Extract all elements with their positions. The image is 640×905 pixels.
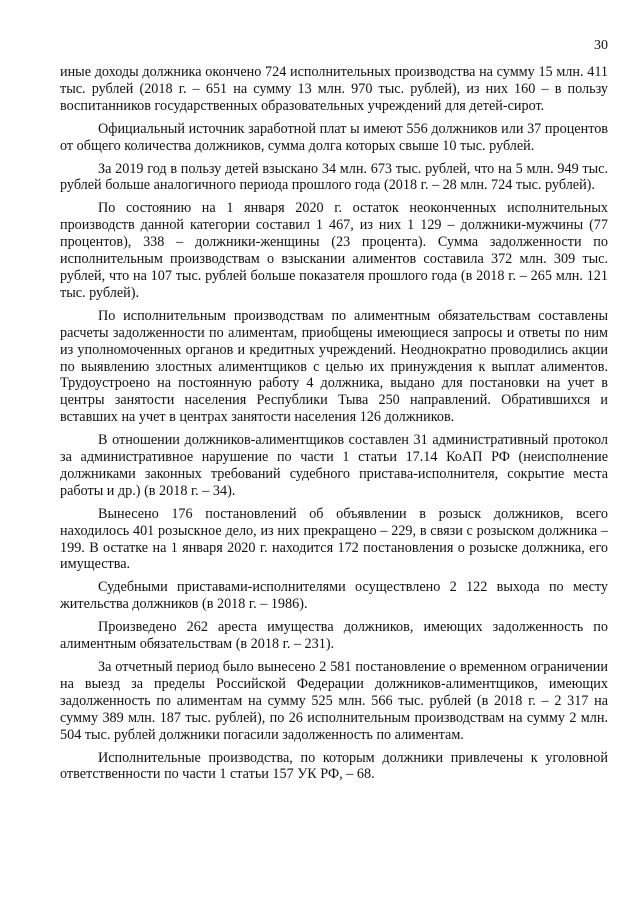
paragraph-collected-2019: За 2019 год в пользу детей взыскано 34 млн. 673 тыс. рублей, что на 5 млн. 949 тыс. рублей больше аналогичного периода прошлого года (2018 г. – 28 млн. 724 тыс. рублей). [60, 160, 608, 194]
document-body [60, 64, 608, 789]
paragraph-residence-visits: Судебными приставами-исполнителями осуществлено 2 122 выхода по месту жительства должников (в 2018 г. – 1986). [60, 579, 608, 613]
paragraph-travel-restrictions: За отчетный период было вынесено 2 581 постановление о временном ограничении на выезд за пределы Российской Федерации должников-алиментщиков, имеющих задолженность по алиментам на сумму 525 млн. 566 тыс. рублей (в 2018 г. – 2 317 на сумму 389 млн. 187 тыс. рублей), по 26 исполнительным производствам на сумму 2 млн. 504 тыс. рублей должники погасили задолженность по алиментам. [60, 659, 608, 743]
paragraph-administrative-protocols: В отношении должников-алиментщиков составлен 31 административный протокол за административное нарушение по части 1 статьи 17.14 КоАП РФ (неисполнение должниками законных требований судебного пристава-исполнителя, сокрытие места работы и др.) (в 2018 г. – 34). [60, 432, 608, 499]
page-number: 30 [594, 38, 608, 53]
paragraph-alimony-calculations: По исполнительным производствам по алиментным обязательствам составлены расчеты задолженности по алиментам, приобщены имеющиеся запросы и ответы по ним из уполномоченных органов и кредитных учреждений. Неоднократно проводились акции по выявлению злостных алиментщиков с целью их принуждения к выплат алиментов. Трудоустроено на постоянную работу 4 должника, выдано для постановки на учет в центры занятости населения Республики Тыва 250 направлений. Обратившихся и вставших на учет в центрах занятости населения 126 должников. [60, 307, 608, 426]
paragraph-continuation: иные доходы должника окончено 724 исполнительных производства на сумму 15 млн. 411 тыс. рублей (2018 г. – 651 на сумму 13 млн. 970 тыс. рублей), из них 160 – в пользу воспитанников государственных образовательных учреждений для детей-сирот. [60, 64, 608, 114]
paragraph-balance-jan-2020: По состоянию на 1 января 2020 г. остаток неоконченных исполнительных производств данной категории составил 1 467, из них 1 129 – должники-мужчины (77 процентов), 338 – должники-женщины (23 процента). Сумма задолженности по исполнительным производствам о взыскании алиментов составила 372 млн. 309 тыс. рублей, что на 107 тыс. рублей больше показателя прошлого года (в 2018 г. – 265 млн. 121 тыс. рублей). [60, 200, 608, 301]
paragraph-criminal-liability: Исполнительные производства, по которым должники привлечены к уголовной ответственности по части 1 статьи 157 УК РФ, – 68. [60, 749, 608, 783]
paragraph-property-arrests: Произведено 262 ареста имущества должников, имеющих задолженность по алиментным обязательствам (в 2018 г. – 231). [60, 619, 608, 653]
paragraph-salary-source: Официальный источник заработной плат ы имеют 556 должников или 37 процентов от общего количества должников, сумма долга которых свыше 10 тыс. рублей. [60, 120, 608, 154]
paragraph-wanted-debtors: Вынесено 176 постановлений об объявлении в розыск должников, всего находилось 401 розыскное дело, из них прекращено – 229, в связи с розыском должника – 199. В остатке на 1 января 2020 г. находится 172 постановления о розыске должника, его имущества. [60, 505, 608, 573]
